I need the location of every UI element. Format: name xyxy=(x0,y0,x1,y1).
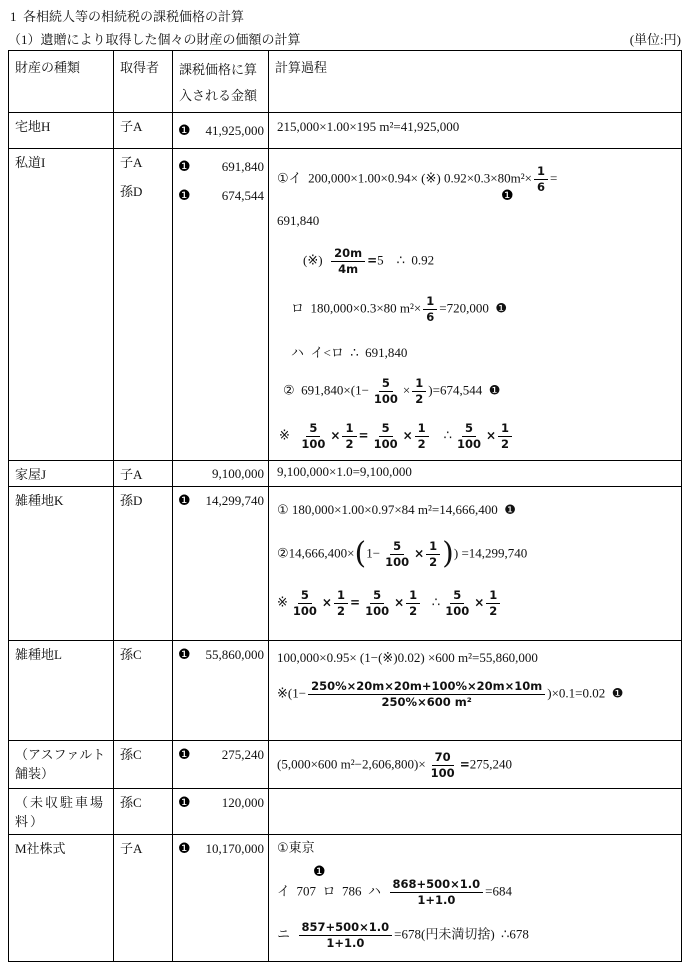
calc-cell xyxy=(269,741,682,789)
formula-line: 9,100,000×1.0=9,100,000 xyxy=(277,464,412,479)
table-row xyxy=(9,641,682,741)
table-row xyxy=(9,113,682,149)
calc-cell xyxy=(269,835,682,962)
table-row xyxy=(9,741,682,789)
acquirer-cell: 孫C xyxy=(114,789,173,835)
calc-cell xyxy=(269,113,682,149)
formula-line: ニ $\frac{857+500\times 1.0}{1+1.0}$ =678(円未満切捨) ∴678 xyxy=(277,920,529,950)
amount-cell xyxy=(173,789,269,835)
formula-line: ※ $\frac{5}{100}$ × $\frac{1}{2}$ = $\frac{5}{100}$ × $\frac{1}{2}$ ∴ $\frac{5}{100}$ × $\frac{1}{2}$ xyxy=(279,421,677,452)
amount-value: 14,299,740 xyxy=(205,493,264,508)
unit-note: (単位:円) xyxy=(629,32,681,47)
marker-1-icon: ❶ xyxy=(178,493,191,509)
formula-line: ① 180,000×1.00×0.97×84 m²=14,666,400 ❶ xyxy=(277,502,516,517)
property-type-cell: （アスファルト舗装） xyxy=(9,741,114,789)
property-type-cell: 雑種地K xyxy=(9,487,114,641)
formula-line: ② 691,840×(1− $\frac{5}{100}$ × $\frac{1}{2}$ )=674,544 ❶ xyxy=(283,375,501,406)
amount-value: 55,860,000 xyxy=(205,647,264,662)
section-title-row xyxy=(8,29,681,48)
marker-1-icon: ❶ xyxy=(501,187,514,204)
formula-line: ②14,666,400×(1− $\frac{5}{100}$ × $\frac{1}{2}$ )) =14,299,740 xyxy=(277,535,528,571)
amount-value: 41,925,000 xyxy=(205,122,264,138)
amount-value: 275,240 xyxy=(221,747,264,762)
formula-line: 100,000×0.95× (1−(※)0.02) ×600 m²=55,860,000 xyxy=(277,650,538,665)
formula-line: (5,000×600 m²−2,606,800)× $\frac{70}{100}$ =275,240 xyxy=(277,750,512,780)
amount-cell xyxy=(173,641,269,741)
header-property-type: 財産の種類 xyxy=(9,51,114,113)
calc-cell xyxy=(269,487,682,641)
formula-line: ※(1− $\frac{250\%\times 20m\times 20m+100\%\times 20m\times 10m}{\text{250\%×600 m²}}$ )×0.1=0.02 ❶ xyxy=(277,679,624,709)
amount-cell xyxy=(173,149,269,461)
formula-line: ①東京 xyxy=(277,840,315,855)
amount-cell xyxy=(173,741,269,789)
formula-line: ハ イ<ロ ∴ 691,840 xyxy=(291,344,408,360)
table-row xyxy=(9,487,682,641)
marker-1-icon: ❶ xyxy=(178,122,191,139)
amount-cell xyxy=(173,487,269,641)
acquirer-cell xyxy=(114,149,173,461)
section-title: （1）遺贈により取得した個々の財産の価額の計算 xyxy=(8,32,301,47)
amount-cell xyxy=(173,835,269,962)
acquirer-cell: 子A xyxy=(114,835,173,962)
marker-1-icon: ❶ xyxy=(178,747,191,763)
header-acquirer: 取得者 xyxy=(114,51,173,113)
formula-line: イ 707 ロ 786 ハ $\frac{868+500\times 1.0}{1+1.0}$ =684 xyxy=(277,877,513,908)
amount-value: 10,170,000 xyxy=(205,841,264,856)
acquirer-cell: 子A xyxy=(114,113,173,149)
header-calc-process: 計算過程 xyxy=(269,51,682,113)
amount-value: 9,100,000 xyxy=(212,465,264,481)
acquirer-cell: 孫C xyxy=(114,641,173,741)
formula-line: (※) $\frac{20m}{4m}$ =5 ∴ 0.92 xyxy=(303,246,435,276)
formula-line: 691,840 xyxy=(277,213,320,229)
calc-cell xyxy=(269,641,682,741)
acquirer-name: 子A xyxy=(120,155,143,170)
table-row xyxy=(9,461,682,487)
calculation-table xyxy=(8,50,682,962)
marker-1-icon: ❶ xyxy=(178,795,191,811)
amount-cell xyxy=(173,113,269,149)
formula-line: ※ $\frac{5}{100}$ × $\frac{1}{2}$ = $\frac{5}{100}$ × $\frac{1}{2}$ ∴ $\frac{5}{100}$ × $\frac{1}{2}$ xyxy=(277,588,677,619)
amount-value: 691,840 xyxy=(221,158,264,174)
property-type-cell: 宅地H xyxy=(9,113,114,149)
property-type-cell: （未収駐車場料） xyxy=(9,789,114,835)
property-type-cell: 雑種地L xyxy=(9,641,114,741)
acquirer-cell: 孫C xyxy=(114,741,173,789)
amount-cell xyxy=(173,461,269,487)
marker-1-icon: ❶ xyxy=(178,841,191,857)
table-row xyxy=(9,835,682,962)
page-title: 1 各相続人等の相続税の課税価格の計算 xyxy=(10,9,245,24)
header-taxable-amount: 課税価格に算入される金額 xyxy=(173,51,269,113)
marker-1-icon: ❶ xyxy=(178,158,191,175)
amount-value: 120,000 xyxy=(221,795,264,810)
property-type-cell: 家屋J xyxy=(9,461,114,487)
calc-cell xyxy=(269,461,682,487)
acquirer-cell: 子A xyxy=(114,461,173,487)
acquirer-cell: 孫D xyxy=(114,487,173,641)
formula-line: 215,000×1.00×195 m²=41,925,000 xyxy=(277,119,460,134)
acquirer-name: 孫D xyxy=(120,184,143,199)
table-header-row xyxy=(9,51,682,113)
formula-line: ロ 180,000×0.3×80 m²× $\frac{1}{6}$ =720,000 ❶ xyxy=(291,293,508,324)
calc-cell xyxy=(269,149,682,461)
amount-value: 674,544 xyxy=(221,187,264,203)
table-row xyxy=(9,789,682,835)
table-row xyxy=(9,149,682,461)
formula-line: ①イ 200,000×1.00×0.94× (※) 0.92×0.3×80m²× $\frac{1}{6}$ = xyxy=(277,164,558,194)
marker-1-icon: ❶ xyxy=(178,647,191,663)
calc-cell xyxy=(269,789,682,835)
marker-1-icon: ❶ xyxy=(178,187,191,204)
property-type-cell: 私道I xyxy=(9,149,114,461)
property-type-cell: M社株式 xyxy=(9,835,114,962)
marker-1-icon: ❶ xyxy=(313,864,326,880)
